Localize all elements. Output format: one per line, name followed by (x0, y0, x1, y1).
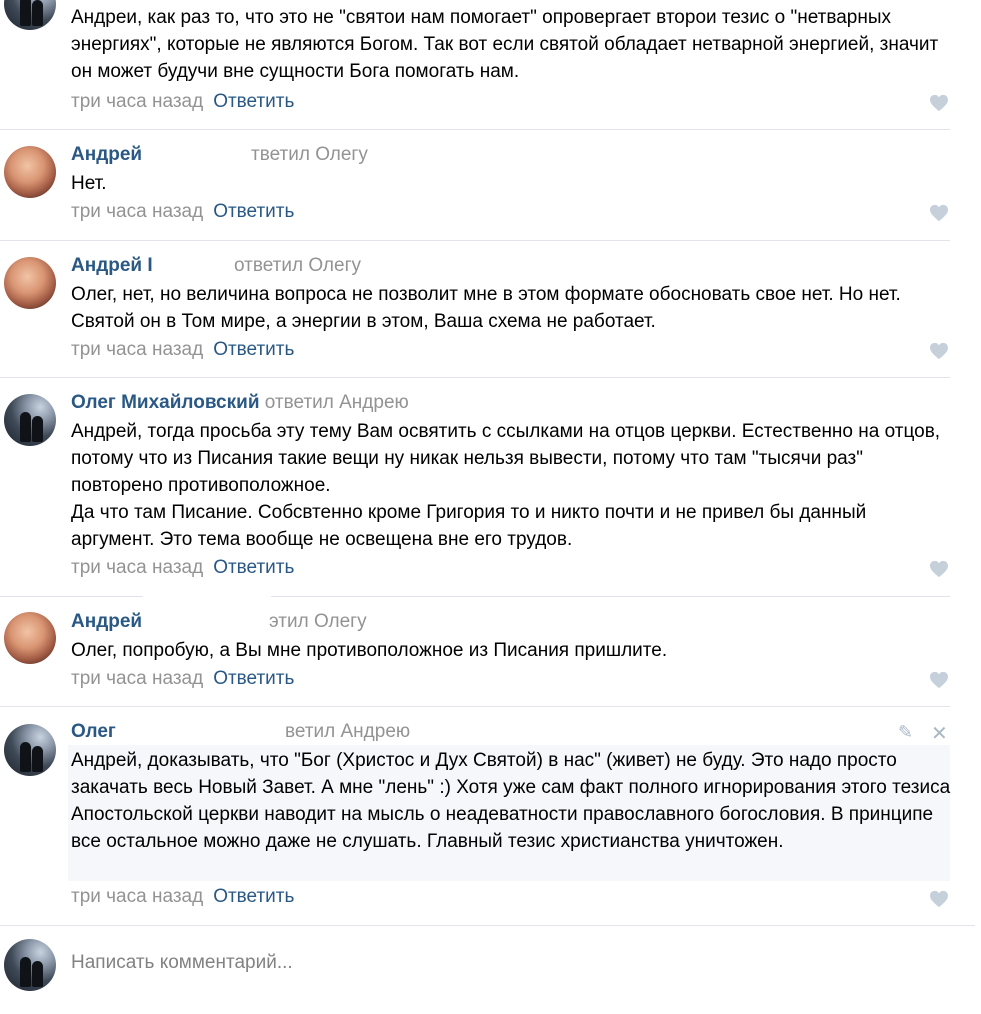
avatar[interactable] (4, 257, 56, 309)
reply-link[interactable]: Ответить (213, 886, 295, 907)
comment-1 (0, 129, 950, 241)
reply-link[interactable]: Ответить (213, 557, 295, 578)
like-heart-icon[interactable] (929, 204, 949, 222)
comment-time[interactable]: три часа назад (71, 339, 204, 360)
comment-4 (0, 596, 950, 707)
comment-text: Олег, нет, но величина вопроса не позволит мне в этом формате обосновать свое нет. Но нет. Святой он в Том мире, а энергии в этом, Ваша схема не работает. (71, 284, 901, 332)
comment-time[interactable]: три часа назад (71, 668, 204, 689)
comment-0 (0, 0, 950, 130)
reply-link[interactable]: Ответить (213, 339, 295, 360)
comment-time[interactable]: три часа назад (71, 201, 204, 222)
replied-to[interactable]: ветил Андрею (285, 721, 411, 742)
comment-text: Олег, попробую, а Вы мне противоположное из Писания пришлите. (71, 640, 668, 661)
delete-close-icon[interactable]: ✕ (931, 723, 948, 745)
author-name[interactable]: Андрей (71, 144, 143, 165)
comment-header (71, 391, 409, 415)
author-name[interactable]: Олег (71, 721, 116, 742)
comment-meta (71, 200, 294, 224)
like-heart-icon[interactable] (929, 890, 949, 908)
composer-avatar (4, 939, 56, 991)
comment-text: Андреи, как раз то, что это не "святои нам помогает" опровергает второи тезис о "нетварных энергиях", которые не являются Богом. Так вот если святой обладает нетварной энергией, значит он может будучи вне сущности Бога помогать нам. (71, 7, 939, 82)
comment-header (71, 610, 367, 634)
like-heart-icon[interactable] (929, 342, 949, 360)
comment-text: Нет. (71, 173, 107, 194)
comment-meta (71, 338, 294, 362)
comment-text: Андрей, доказывать, что "Бог (Христос и Дух Святой) в нас" (живет) не буду. Это надо просто закачать весь Новый Завет. А мне "лень" :) Хотя уже сам факт полного игнорирования этого тезиса Апостольской церкви наводит на мысль о неадеватности православного богословия. В принципе все остальное можно даже не слушать. Главный тезис христианства уничтожен. (71, 750, 951, 852)
replied-to[interactable]: ответил Олегу (234, 255, 361, 276)
comment-5 (0, 706, 950, 925)
comment-header (71, 143, 368, 167)
comment-time[interactable]: три часа назад (71, 91, 204, 112)
author-name[interactable]: Андрей I (71, 255, 153, 276)
like-heart-icon[interactable] (929, 671, 949, 689)
edit-pencil-icon[interactable]: ✎ (898, 722, 914, 742)
avatar[interactable] (4, 612, 56, 664)
comment-meta (71, 667, 294, 691)
comment-header (71, 720, 411, 744)
replied-to[interactable]: тветил Олегу (251, 144, 368, 165)
replied-to[interactable]: ответил Андрею (264, 392, 409, 413)
comment-meta (71, 885, 294, 909)
comment-3 (0, 377, 950, 597)
avatar[interactable] (4, 0, 56, 30)
reply-link[interactable]: Ответить (213, 91, 295, 112)
comment-time[interactable]: три часа назад (71, 557, 204, 578)
author-name[interactable]: Олег Михайловский (71, 392, 260, 413)
comment-input[interactable]: Написать комментарий... (71, 952, 293, 973)
reply-link[interactable]: Ответить (213, 668, 295, 689)
comment-meta (71, 90, 294, 114)
redaction-mask (143, 590, 271, 604)
comment-header (71, 254, 361, 278)
replied-to[interactable]: этил Олегу (269, 611, 367, 632)
comment-2 (0, 240, 950, 378)
like-heart-icon[interactable] (929, 560, 949, 578)
avatar[interactable] (4, 146, 56, 198)
avatar[interactable] (4, 724, 56, 776)
avatar[interactable] (4, 394, 56, 446)
like-heart-icon[interactable] (929, 94, 949, 112)
reply-link[interactable]: Ответить (213, 201, 295, 222)
author-name[interactable]: Андрей (71, 611, 143, 632)
comment-meta (71, 556, 294, 580)
comment-text: Андрей, тогда просьба эту тему Вам освятить с ссылками на отцов церкви. Естественно на отцов, потому что из Писания такие вещи ну никак нельзя вывести, потому что там "тысячи раз" повторено противоположное. Да что там Писание. Собсвтенно кроме Григория то и никто почти и не привел бы данный аргумент. Это тема вообще не освещена вне его трудов. (71, 421, 941, 550)
comment-time[interactable]: три часа назад (71, 886, 204, 907)
